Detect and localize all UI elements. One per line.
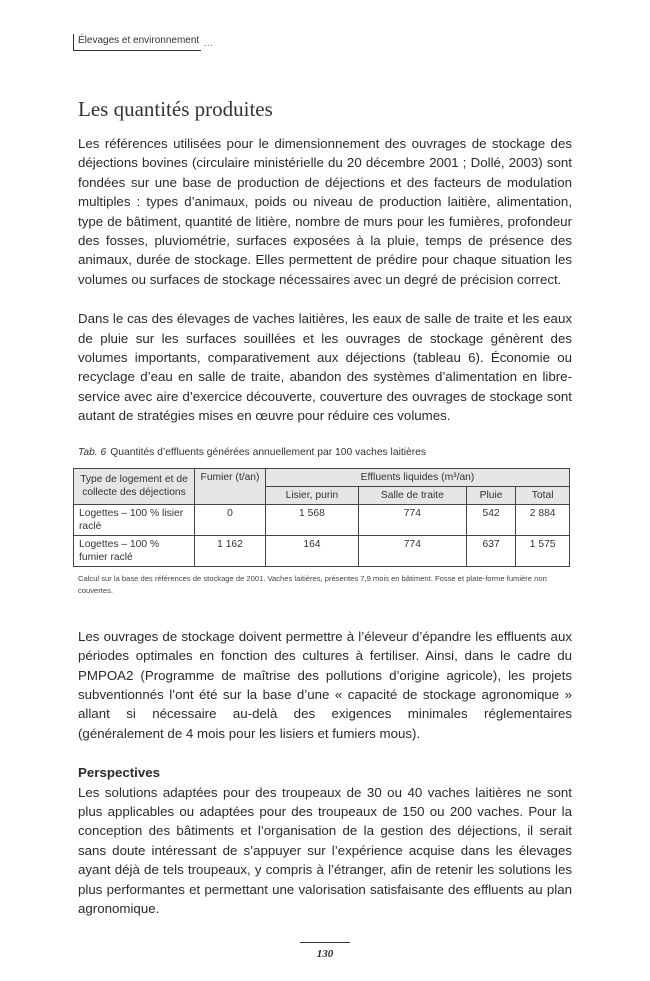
paragraph: Les solutions adaptées pour des troupeaux de 30 ou 40 vaches laitières ne sont plus applicables ou adaptées pour des troupeaux de 150 ou 200 vaches. Pour la conception des bâtiments et l’organisation de la gestion des déjections, il serait sans doute intéressant de s’appuyer sur l’expérience acquise dans les élevages ayant déjà de tels troupeaux, y compris à l’étranger, afin de retenir les solutions les plus performantes et permettant une valorisation satisfaisante des effluents au plan agronomique. bbox=[78, 784, 572, 916]
running-head: Élevages et environnement bbox=[73, 34, 201, 51]
page-column bbox=[78, 0, 572, 981]
perspectives-section bbox=[78, 763, 572, 918]
paragraph-1-container bbox=[78, 134, 572, 289]
table-row bbox=[74, 504, 570, 535]
cell: 1 568 bbox=[266, 504, 359, 535]
table-caption bbox=[78, 446, 572, 460]
table-row bbox=[74, 535, 570, 566]
cell: 2 884 bbox=[516, 504, 570, 535]
cell: 164 bbox=[266, 535, 359, 566]
table-caption-text: Quantités d’effluents générées annuellement par 100 vaches laitières bbox=[110, 446, 427, 458]
running-head-dots: … bbox=[203, 38, 214, 49]
paragraph: Dans le cas des élevages de vaches laitières, les eaux de salle de traite et les eaux de pluie sur les surfaces souillées et les ouvrages de stockage génèrent des volumes importants, comparativement aux déjections (tableau 6). Économie ou recyclage d’eau en salle de traite, abandon des systèmes d’alimentation en libre-service avec aire d’exercice découverte, couverture des ouvrages de stockage sont autant de stratégies mises en œuvre pour réduire ces volumes. bbox=[78, 311, 572, 424]
cell: 542 bbox=[466, 504, 515, 535]
page-number: 130 bbox=[300, 942, 350, 961]
header-salle: Salle de traite bbox=[358, 486, 466, 504]
table-label: Tab. 6 bbox=[78, 446, 107, 458]
cell: Logettes – 100 % lisier raclé bbox=[74, 504, 195, 535]
header-lisier: Lisier, purin bbox=[266, 486, 359, 504]
cell: 1 162 bbox=[195, 535, 266, 566]
paragraph: Les références utilisées pour le dimensionnement des ouvrages de stockage des déjections bovines (circulaire ministérielle du 20 décembre 2001 ; Dollé, 2003) sont fondées sur une base de production de déjections et des facteurs de modulation multiples : types d’animaux, poids ou niveau de production laitière, alimentation, type de bâtiment, quantité de litière, nombre de murs pour les fumières, profondeur des fosses, pluviométrie, surfaces exposées à la pluie, temps de présence des animaux, durée de stockage. Elles permettent de prédire pour chaque situation les volumes ou surfaces de stockage nécessaires avec un degré de précision correct. bbox=[78, 136, 572, 287]
effluents-table bbox=[73, 468, 570, 567]
paragraph-3-container bbox=[78, 627, 572, 743]
header-fumier: Fumier (t/an) bbox=[195, 468, 266, 504]
paragraph-2-container bbox=[78, 309, 572, 425]
cell: Logettes – 100 % fumier raclé bbox=[74, 535, 195, 566]
cell: 774 bbox=[358, 504, 466, 535]
section-title: Les quantités produites bbox=[78, 97, 273, 121]
cell: 637 bbox=[466, 535, 515, 566]
header-type: Type de logement et de collecte des déjections bbox=[74, 468, 195, 504]
cell: 774 bbox=[358, 535, 466, 566]
header-pluie: Pluie bbox=[466, 486, 515, 504]
paragraph: Les ouvrages de stockage doivent permettre à l’éleveur d’épandre les effluents aux périodes optimales en fonction des cultures à fertiliser. Ainsi, dans le cadre du PMPOA2 (Programme de maîtrise des pollutions d’origine agricole), les projets subventionnés l’ont été sur la base d’une « capacité de stockage agronomique » allant si nécessaire au-delà des exigences minimales réglementaires (généralement de 4 mois pour les lisiers et fumiers mous). bbox=[78, 628, 572, 741]
table-note: Calcul sur la base des références de stockage de 2001. Vaches laitières, présentes 7,9 mois en bâtiment. Fosse et plate-forme fumière non couvertes. bbox=[78, 573, 547, 595]
cell: 1 575 bbox=[516, 535, 570, 566]
perspectives-heading: Perspectives bbox=[78, 765, 161, 781]
cell: 0 bbox=[195, 504, 266, 535]
header-total: Total bbox=[516, 486, 570, 504]
header-liquides: Effluents liquides (m³/an) bbox=[266, 468, 570, 486]
